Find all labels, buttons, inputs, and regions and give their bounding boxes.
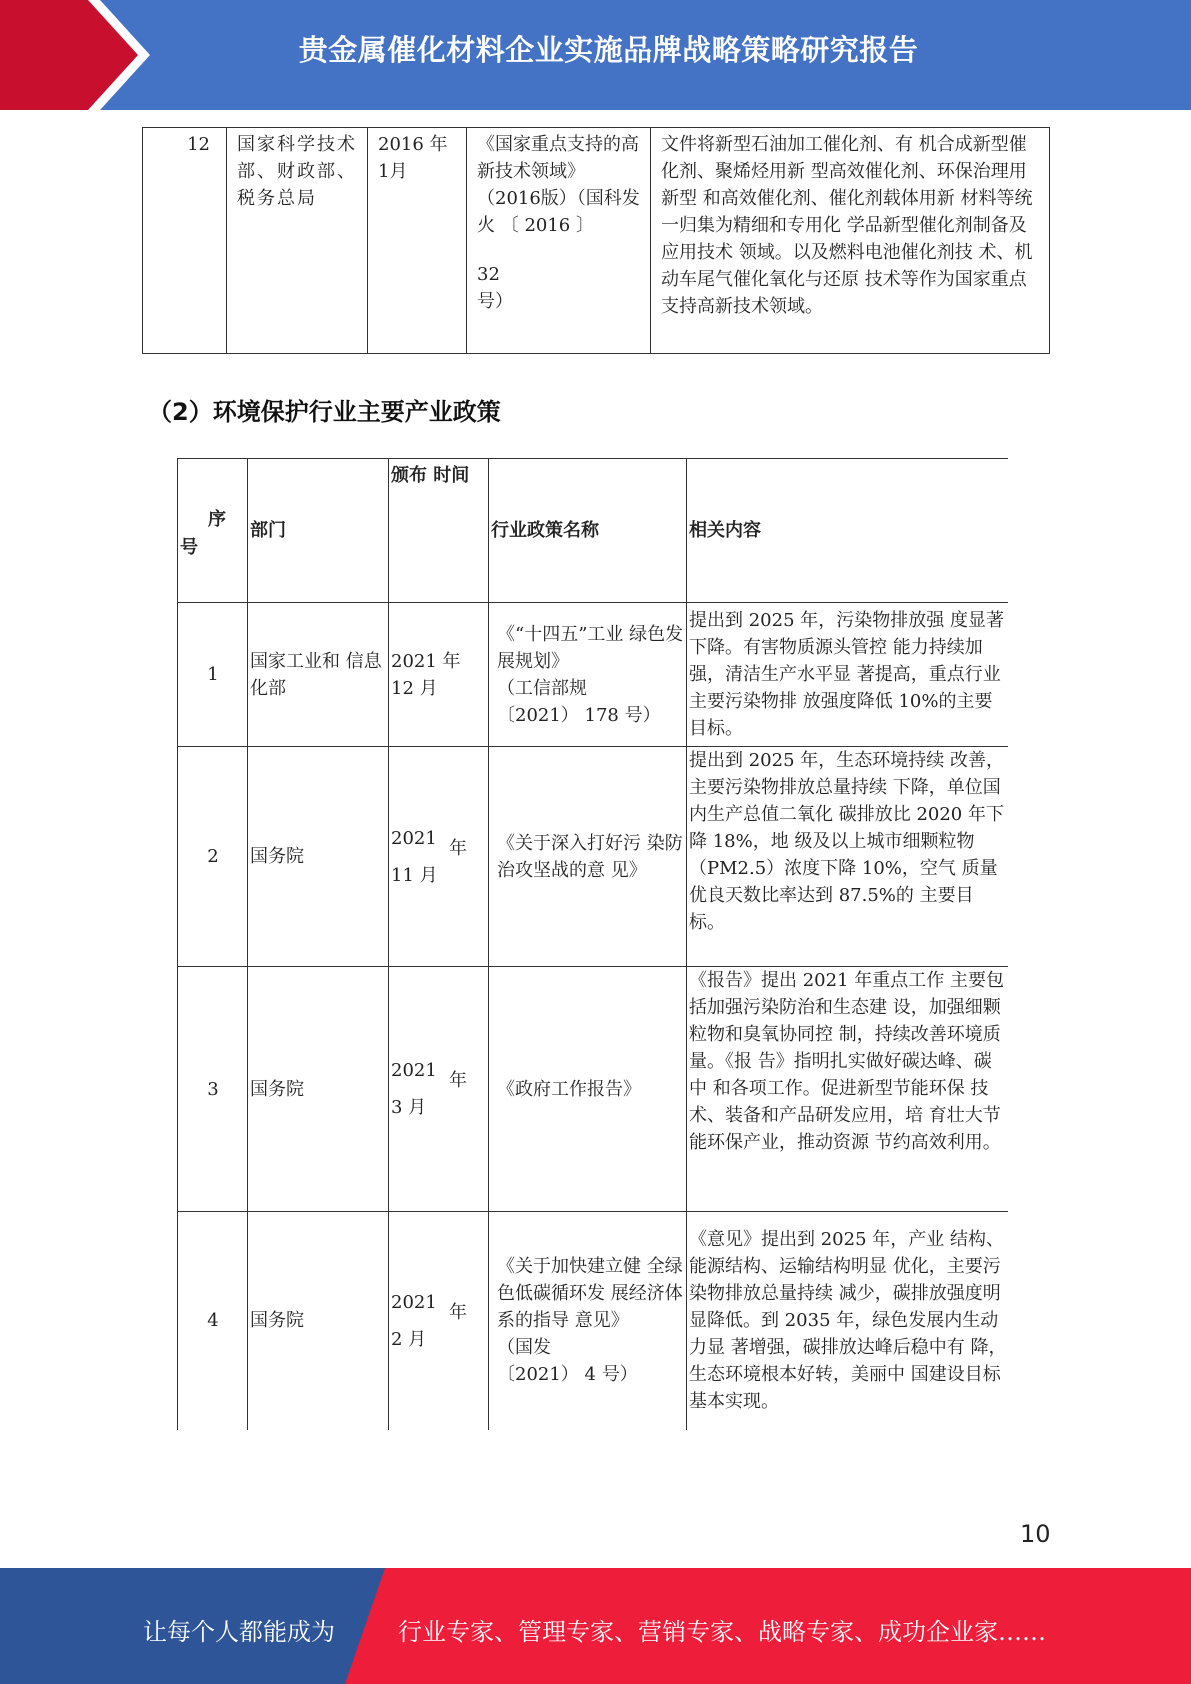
content-cell: 文件将新型石油加工催化剂、有 机合成新型催化剂、聚烯烃用新 型高效催化剂、环保治理用新型 和高效催化剂、催化剂载体用新 材料等统一归集为精细和专用化 学品新型催化剂制备及应用技术 领域。以及燃料电池催化剂技 术、机动车尾气催化氧化与还原 技术等作为国家重点支持高新技术领域。	[651, 128, 1050, 354]
date-cell: 2021 年 11 月	[389, 747, 489, 967]
row-number: 4	[178, 1212, 248, 1430]
content-cell: 提出到 2025 年，污染物排放强 度显著下降。有害物质源头管控 能力持续加强，清洁生产水平显 著提高，重点行业主要污染物排 放强度降低 10%的主要目标。	[687, 603, 1008, 747]
content-cell: 提出到 2025 年，生态环境持续 改善，主要污染物排放总量持续 下降，单位国内生产总值二氧化 碳排放比 2020 年下降 18%，地 级及以上城市细颗粒物 （PM2.5）浓度下降 10%，空气 质量优良天数比率达到 87.5%的 主要目标。	[687, 747, 1008, 967]
table-row	[143, 128, 1050, 354]
report-title: 贵金属催化材料企业实施品牌战略策略研究报告	[298, 33, 919, 67]
content-cell: 《报告》提出 2021 年重点工作 主要包括加强污染防治和生态建 设，加强细颗粒物和臭氧协同控 制，持续改善环境质量。《报 告》指明扎实做好碳达峰、碳中 和各项工作。促进新型节能环保 技术、装备和产品研发应用，培 育壮大节能环保产业，推动资源 节约高效利用。	[687, 967, 1008, 1212]
header-policy: 行业政策名称	[489, 459, 687, 603]
env-policy-table	[177, 458, 1008, 1430]
row-number: 3	[178, 967, 248, 1212]
policy-cell: 《关于深入打好污 染防治攻坚战的意 见》	[489, 747, 687, 967]
row-number: 2	[178, 747, 248, 967]
header-dept: 部门	[248, 459, 389, 603]
page-header	[0, 0, 1191, 110]
date-cell: 2021 年 3 月	[389, 967, 489, 1212]
footer-slogan-left: 让每个人都能成为	[143, 1618, 335, 1646]
policy-cell: 《政府工作报告》	[489, 967, 687, 1212]
footer-slogan-right: 行业专家、管理专家、营销专家、战略专家、成功企业家……	[398, 1618, 1046, 1646]
dept-cell: 国务院	[248, 1212, 389, 1430]
date-cell: 2021 年 2 月	[389, 1212, 489, 1430]
header-num: 序 号	[178, 459, 248, 603]
policy-cell: 《国家重点支持的高新技术领域》 （2016版）（国科发 火 〔 2016 〕 32 号）	[467, 128, 651, 354]
page-footer	[0, 1568, 1191, 1684]
table-row	[178, 603, 1008, 747]
table-row	[178, 1212, 1008, 1430]
table-row	[178, 747, 1008, 967]
table-header-row	[178, 459, 1008, 603]
header-content: 相关内容	[687, 459, 1008, 603]
dept-cell: 国务院	[248, 967, 389, 1212]
row-number: 12	[143, 128, 227, 354]
dept-cell: 国家科学技术部、财政部、税务总局	[227, 128, 368, 354]
policy-table-continued	[142, 127, 1050, 354]
dept-cell: 国家工业和 信息化部	[248, 603, 389, 747]
header-date: 颁布 时间	[389, 459, 489, 603]
page-number: 10	[1020, 1520, 1051, 1548]
date-cell: 2021 年 12 月	[389, 603, 489, 747]
policy-cell: 《“十四五”工业 绿色发展规划》 （工信部规 〔2021） 178 号）	[489, 603, 687, 747]
policy-cell: 《关于加快建立健 全绿色低碳循环发 展经济体系的指导 意见》 （国发 〔2021） 4 号）	[489, 1212, 687, 1430]
content-cell: 《意见》提出到 2025 年，产业 结构、能源结构、运输结构明显 优化，主要污染物排放总量持续 减少，碳排放强度明显降低。到 2035 年，绿色发展内生动力显 著增强，碳排放达峰后稳中有 降，生态环境根本好转，美丽中 国建设目标基本实现。	[687, 1212, 1008, 1430]
date-cell: 2016 年 1月	[368, 128, 467, 354]
table-row	[178, 967, 1008, 1212]
row-number: 1	[178, 603, 248, 747]
section-heading: （2）环境保护行业主要产业政策	[148, 398, 501, 426]
dept-cell: 国务院	[248, 747, 389, 967]
